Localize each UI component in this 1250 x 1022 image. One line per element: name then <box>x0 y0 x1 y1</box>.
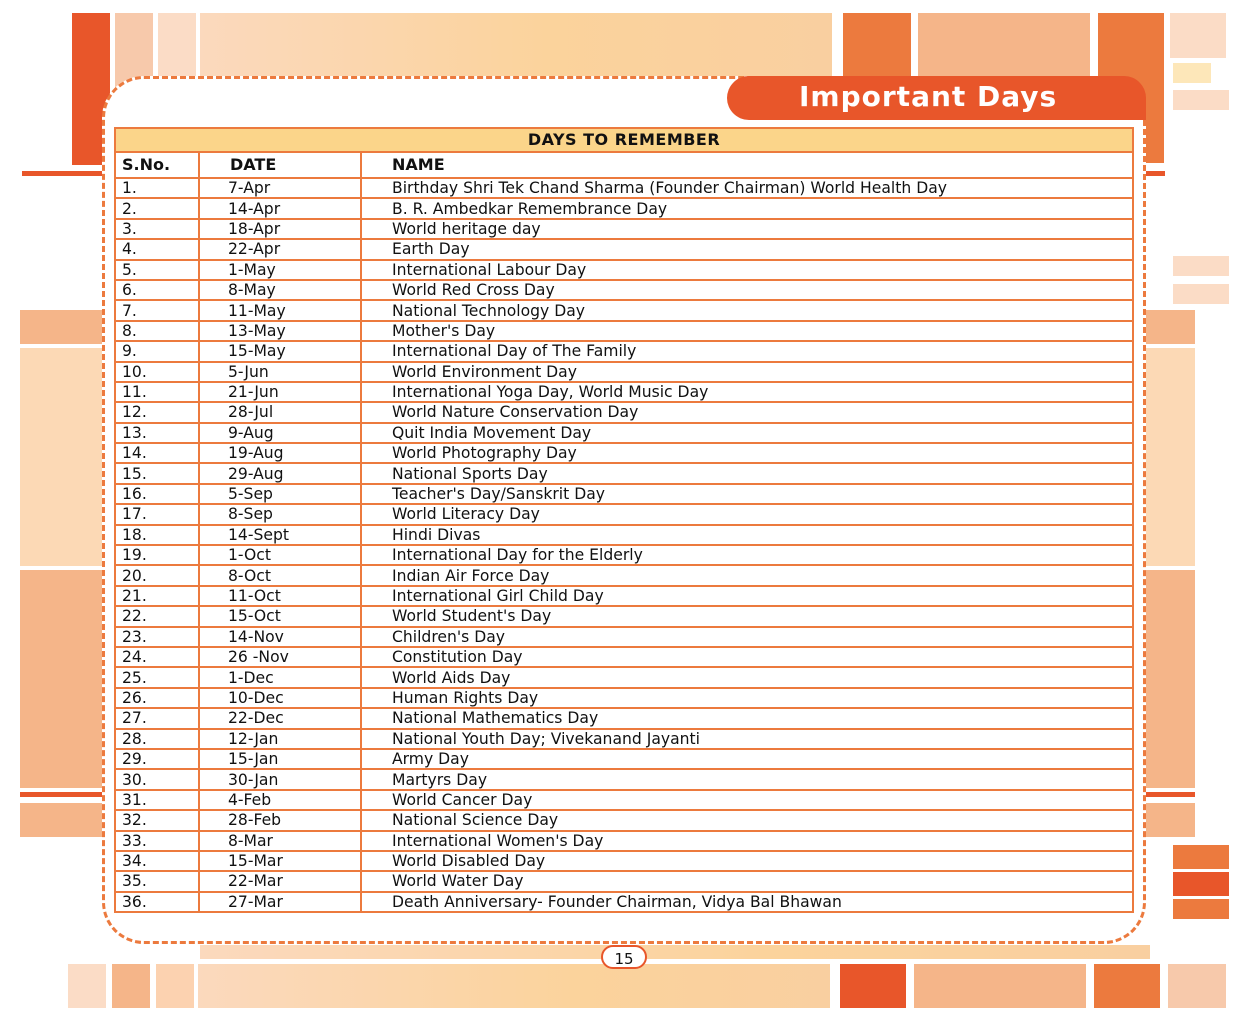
cell-name: International Day of The Family <box>361 341 1133 361</box>
cell-name: National Youth Day; Vivekanand Jayanti <box>361 729 1133 749</box>
cell-sno: 25. <box>115 667 199 687</box>
decor-line <box>1140 792 1195 797</box>
table-row <box>115 810 1133 830</box>
table-row <box>115 198 1133 218</box>
table-row <box>115 647 1133 667</box>
cell-date: 15-May <box>199 341 361 361</box>
cell-sno: 4. <box>115 239 199 259</box>
cell-name: National Sports Day <box>361 463 1133 483</box>
table-row <box>115 443 1133 463</box>
table-row <box>115 769 1133 789</box>
cell-sno: 34. <box>115 851 199 871</box>
cell-name: World heritage day <box>361 219 1133 239</box>
cell-date: 1-May <box>199 260 361 280</box>
cell-date: 12-Jan <box>199 729 361 749</box>
cell-sno: 3. <box>115 219 199 239</box>
cell-sno: 30. <box>115 769 199 789</box>
decor-block <box>840 964 906 1008</box>
table-row <box>115 831 1133 851</box>
table-row <box>115 892 1133 912</box>
decor-block <box>1140 310 1195 344</box>
cell-date: 14-Nov <box>199 627 361 647</box>
cell-date: 21-Jun <box>199 382 361 402</box>
cell-sno: 12. <box>115 402 199 422</box>
cell-sno: 1. <box>115 178 199 198</box>
cell-sno: 16. <box>115 484 199 504</box>
decor-block <box>1170 13 1226 58</box>
cell-date: 5-Jun <box>199 362 361 382</box>
table-row <box>115 851 1133 871</box>
decor-block <box>1173 872 1229 896</box>
decor-band <box>200 13 832 83</box>
cell-sno: 21. <box>115 586 199 606</box>
cell-name: World Literacy Day <box>361 504 1133 524</box>
cell-date: 30-Jan <box>199 769 361 789</box>
cell-date: 28-Feb <box>199 810 361 830</box>
cell-name: Teacher's Day/Sanskrit Day <box>361 484 1133 504</box>
decor-block <box>1140 570 1195 788</box>
cell-sno: 27. <box>115 708 199 728</box>
cell-date: 13-May <box>199 321 361 341</box>
header-tab <box>727 76 1146 120</box>
cell-name: International Girl Child Day <box>361 586 1133 606</box>
cell-date: 7-Apr <box>199 178 361 198</box>
table-row <box>115 280 1133 300</box>
cell-date: 18-Apr <box>199 219 361 239</box>
cell-name: International Women's Day <box>361 831 1133 851</box>
cell-name: Hindi Divas <box>361 525 1133 545</box>
cell-date: 11-May <box>199 300 361 320</box>
cell-date: 8-Sep <box>199 504 361 524</box>
cell-name: International Yoga Day, World Music Day <box>361 382 1133 402</box>
cell-name: Indian Air Force Day <box>361 565 1133 585</box>
cell-sno: 36. <box>115 892 199 912</box>
page-number: 15 <box>601 945 647 969</box>
decor-block <box>1173 284 1229 304</box>
cell-name: B. R. Ambedkar Remembrance Day <box>361 198 1133 218</box>
cell-name: Children's Day <box>361 627 1133 647</box>
table-row <box>115 790 1133 810</box>
decor-block <box>1094 964 1160 1008</box>
cell-date: 8-Mar <box>199 831 361 851</box>
cell-date: 22-Apr <box>199 239 361 259</box>
table-row <box>115 382 1133 402</box>
table-row <box>115 402 1133 422</box>
decor-block <box>843 13 911 83</box>
cell-date: 1-Oct <box>199 545 361 565</box>
cell-name: International Day for the Elderly <box>361 545 1133 565</box>
table-row <box>115 504 1133 524</box>
cell-sno: 5. <box>115 260 199 280</box>
cell-name: Constitution Day <box>361 647 1133 667</box>
decor-block <box>1173 256 1229 276</box>
column-header-sno: S.No. <box>115 152 199 178</box>
table-row <box>115 525 1133 545</box>
cell-name: Martyrs Day <box>361 769 1133 789</box>
cell-name: World Student's Day <box>361 606 1133 626</box>
cell-name: World Red Cross Day <box>361 280 1133 300</box>
decor-block <box>1173 90 1229 110</box>
cell-sno: 23. <box>115 627 199 647</box>
cell-name: World Photography Day <box>361 443 1133 463</box>
table-row <box>115 729 1133 749</box>
cell-date: 19-Aug <box>199 443 361 463</box>
cell-sno: 13. <box>115 423 199 443</box>
cell-date: 27-Mar <box>199 892 361 912</box>
decor-block <box>112 964 150 1008</box>
cell-sno: 15. <box>115 463 199 483</box>
cell-date: 28-Jul <box>199 402 361 422</box>
cell-sno: 9. <box>115 341 199 361</box>
cell-sno: 29. <box>115 749 199 769</box>
cell-date: 1-Dec <box>199 667 361 687</box>
decor-block <box>1173 845 1229 869</box>
cell-date: 26 -Nov <box>199 647 361 667</box>
table-row <box>115 688 1133 708</box>
cell-date: 29-Aug <box>199 463 361 483</box>
decor-block <box>1140 803 1195 837</box>
cell-date: 8-May <box>199 280 361 300</box>
cell-date: 8-Oct <box>199 565 361 585</box>
table-row <box>115 463 1133 483</box>
table-row <box>115 586 1133 606</box>
cell-sno: 11. <box>115 382 199 402</box>
table-row <box>115 749 1133 769</box>
cell-sno: 19. <box>115 545 199 565</box>
cell-sno: 6. <box>115 280 199 300</box>
decor-block <box>68 964 106 1008</box>
table-row <box>115 606 1133 626</box>
table-row <box>115 300 1133 320</box>
decor-line <box>22 171 112 176</box>
column-header-date: DATE <box>199 152 361 178</box>
decor-block <box>20 803 110 837</box>
cell-sno: 7. <box>115 300 199 320</box>
days-table <box>114 127 1134 913</box>
cell-sno: 10. <box>115 362 199 382</box>
table-row <box>115 667 1133 687</box>
cell-sno: 31. <box>115 790 199 810</box>
table-row <box>115 871 1133 891</box>
cell-date: 22-Dec <box>199 708 361 728</box>
cell-sno: 35. <box>115 871 199 891</box>
cell-name: National Science Day <box>361 810 1133 830</box>
table-row <box>115 178 1133 198</box>
decor-block <box>156 964 194 1008</box>
table-row <box>115 627 1133 647</box>
cell-sno: 26. <box>115 688 199 708</box>
cell-sno: 14. <box>115 443 199 463</box>
decor-block <box>20 348 110 566</box>
decor-block <box>1173 63 1211 83</box>
table-row <box>115 565 1133 585</box>
column-header-name: NAME <box>361 152 1133 178</box>
cell-name: World Cancer Day <box>361 790 1133 810</box>
cell-name: World Environment Day <box>361 362 1133 382</box>
cell-name: Earth Day <box>361 239 1133 259</box>
cell-sno: 17. <box>115 504 199 524</box>
table-row <box>115 260 1133 280</box>
cell-date: 4-Feb <box>199 790 361 810</box>
cell-name: Birthday Shri Tek Chand Sharma (Founder Chairman) World Health Day <box>361 178 1133 198</box>
cell-date: 15-Oct <box>199 606 361 626</box>
cell-name: National Mathematics Day <box>361 708 1133 728</box>
table-row <box>115 423 1133 443</box>
cell-date: 10-Dec <box>199 688 361 708</box>
cell-name: Human Rights Day <box>361 688 1133 708</box>
cell-name: Death Anniversary- Founder Chairman, Vidya Bal Bhawan <box>361 892 1133 912</box>
cell-name: Mother's Day <box>361 321 1133 341</box>
table-caption: DAYS TO REMEMBER <box>115 128 1133 152</box>
table-row <box>115 708 1133 728</box>
decor-block <box>1168 964 1226 1008</box>
cell-sno: 8. <box>115 321 199 341</box>
table-row <box>115 321 1133 341</box>
decor-block <box>20 570 110 788</box>
decor-block <box>914 964 1086 1008</box>
cell-date: 15-Jan <box>199 749 361 769</box>
decor-block <box>918 13 1090 83</box>
decor-band <box>198 964 830 1008</box>
decor-block <box>1173 899 1229 919</box>
cell-sno: 2. <box>115 198 199 218</box>
cell-sno: 22. <box>115 606 199 626</box>
page-title: Important Days <box>799 80 1058 113</box>
table-row <box>115 219 1133 239</box>
cell-sno: 28. <box>115 729 199 749</box>
decor-band <box>200 945 1150 959</box>
cell-name: National Technology Day <box>361 300 1133 320</box>
table-row <box>115 341 1133 361</box>
table-row <box>115 362 1133 382</box>
cell-name: World Water Day <box>361 871 1133 891</box>
cell-sno: 33. <box>115 831 199 851</box>
table-row <box>115 239 1133 259</box>
cell-name: Quit India Movement Day <box>361 423 1133 443</box>
decor-block <box>20 310 110 344</box>
cell-name: World Disabled Day <box>361 851 1133 871</box>
cell-name: World Aids Day <box>361 667 1133 687</box>
table-row <box>115 545 1133 565</box>
decor-line <box>20 792 110 797</box>
cell-date: 22-Mar <box>199 871 361 891</box>
cell-date: 14-Sept <box>199 525 361 545</box>
cell-sno: 24. <box>115 647 199 667</box>
cell-date: 5-Sep <box>199 484 361 504</box>
cell-date: 15-Mar <box>199 851 361 871</box>
cell-date: 11-Oct <box>199 586 361 606</box>
cell-sno: 18. <box>115 525 199 545</box>
cell-date: 9-Aug <box>199 423 361 443</box>
decor-block <box>1140 348 1195 566</box>
cell-name: World Nature Conservation Day <box>361 402 1133 422</box>
cell-sno: 20. <box>115 565 199 585</box>
cell-name: Army Day <box>361 749 1133 769</box>
cell-name: International Labour Day <box>361 260 1133 280</box>
table-row <box>115 484 1133 504</box>
cell-date: 14-Apr <box>199 198 361 218</box>
cell-sno: 32. <box>115 810 199 830</box>
table-header-row <box>115 152 1133 178</box>
